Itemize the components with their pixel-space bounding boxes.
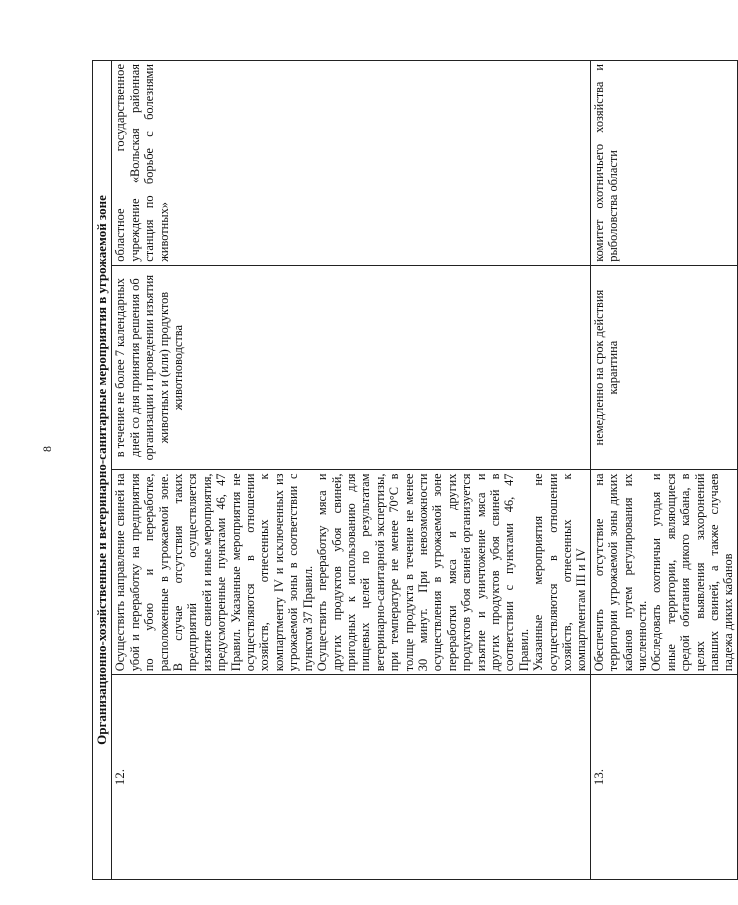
executor-cell: комитет охотничьего хозяйства и рыболовства области bbox=[590, 61, 737, 266]
action-paragraph: Обследовать охотничьи угодья и иные территории, являющиеся средой обитания дикого кабана, в целях выявления захоронений павших свиней, а также случаев падежа диких кабанов bbox=[649, 473, 736, 672]
page-number: 8 bbox=[40, 446, 54, 452]
action-cell bbox=[112, 470, 590, 675]
row-number: 13. bbox=[590, 675, 737, 880]
action-paragraph: Обеспечить отсутствие на территории угрожаемой зоны диких кабанов путем регулирования их численности. bbox=[591, 473, 650, 672]
deadline-cell: в течение не более 7 календарных дней со дня принятия решения об организации и проведении изъятия животных и (или) продуктов животноводства bbox=[112, 265, 590, 470]
action-paragraph: Осуществить переработку мяса и других продуктов убоя свиней, пригодных к использованию для пищевых целей по результатам ветеринарно-санитарной экспертизы, при температуре не менее 70°С в толще продукта в течение не менее 30 минут. При невозможности осуществления в угрожаемой зоне переработки мяса и других продуктов убоя свиней организуется изъятие и уничтожение мяса и других продуктов убоя свиней в соответствии с пунктами 46, 47 Правил. bbox=[315, 473, 531, 672]
measures-table bbox=[92, 60, 738, 880]
executor-cell: областное государственное учреждение «Вольская районная станция по борьбе с болезнями животных» bbox=[112, 61, 590, 266]
section-title: Организационно-хозяйственные и ветеринарно-санитарные мероприятия в угрожаемой зоне bbox=[93, 61, 112, 880]
section-header-row bbox=[93, 61, 112, 880]
rotated-table-page bbox=[92, 60, 736, 880]
action-paragraph: Указанные мероприятия не осуществляются в отношении хозяйств, отнесенных к компартментам III и IV bbox=[531, 473, 589, 672]
deadline-cell: немедленно на срок действия карантина bbox=[590, 265, 737, 470]
table-row bbox=[590, 61, 737, 880]
table-row bbox=[112, 61, 590, 880]
action-cell bbox=[590, 470, 737, 675]
action-paragraph: Осуществить направление свиней на убой и переработку на предприятия по убою и переработке, расположенные в угрожаемой зоне. В случае отсутствия таких предприятий осуществляется изъятие свиней и иные мероприятия, предусмотренные пунктами 46, 47 Правил. Указанные мероприятия не осуществляются в отношении хозяйств, отнесенных к компартменту IV и исключенных из угрожаемой зоны в соответствии с пунктом 37 Правил. bbox=[113, 473, 315, 672]
row-number: 12. bbox=[112, 675, 590, 880]
